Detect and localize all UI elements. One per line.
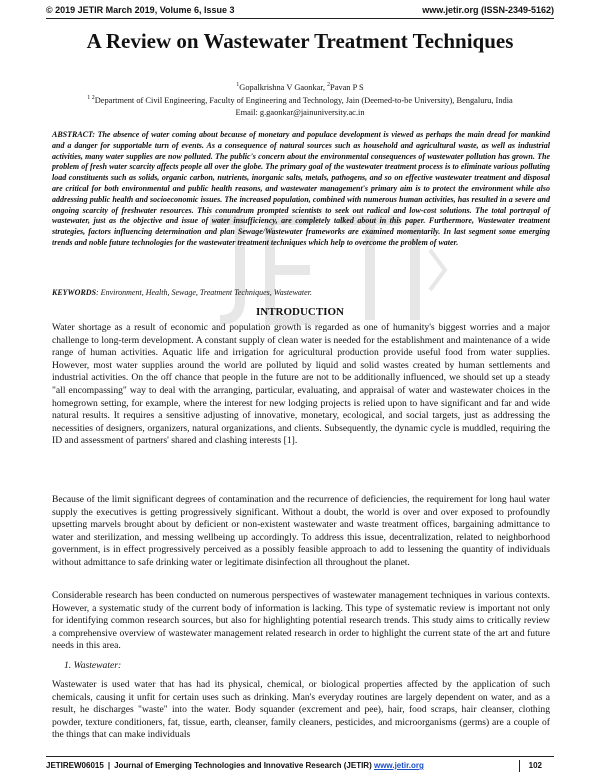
paragraph: Because of the limit significant degrees of contamination and the recurrence of deficiencies, the requirement for long haul water supply the executives is getting progressively significant. Without a doubt, the world is over and over exposed to profoundly upsetting marvels brought about by deficient or non-existent wastewater and waste treatment offices, bargaining admittance to water and sterilization, and messing wellbeing up accordingly. To address this issue, decentralization, related to neighborhood government, is in effect progressively perceived as a possibly feasible approach to add to lessening the quantity of individuals without admittance to safe drinking water or legitimate disinfection all throughout the planet. [52,494,550,568]
author-email: Email: g.gaonkar@jainuniversity.ac.in [235,107,365,117]
affiliation-text: Department of Civil Engineering, Faculty of Engineering and Technology, Jain (Deemed-to-be University), Bengaluru, India [94,96,513,106]
author2-sup: 2 [327,82,331,88]
header-journal-info: © 2019 JETIR March 2019, Volume 6, Issue 3 [46,5,235,15]
keywords-label: KEYWORDS [52,288,97,297]
footer-journal-name: Journal of Emerging Technologies and Innovative Research (JETIR) [114,761,372,770]
section-heading-introduction: INTRODUCTION [255,306,344,318]
keywords [52,288,550,298]
running-footer [46,759,554,773]
keywords-text: : Environment, Health, Sewage, Treatment Techniques, Wastewater. [96,288,312,297]
subsection-heading-wastewater: 1. Wastewater: [64,660,122,671]
paragraph: Wastewater is used water that has had its physical, chemical, or biological properties affected by the application of such chemicals, causing it unfit for certain uses such as drinking. Man's everyday routines are largely dependent on water, and as a result, he discharges "waste" into the water. Body squander (excrement and pee), hair, food scraps, hair cleanser, clothing powder, texture conditioners, fat, tissue, earth, cleanser, family cleaners, pesticides, and microorganisms (germs) are a couple of the things that can make individuals [52,679,550,741]
paper-title: A Review on Wastewater Treatment Techniques [86,29,514,53]
footer-divider [46,756,554,757]
page-number: 102 [528,761,542,770]
running-header [46,4,554,17]
paragraph: Water shortage as a result of economic and population growth is regarded as one of humanity's biggest worries and a major challenge to long-term development. A constant supply of clean water is needed for the establishment and maintenance of a wide range of human activities. Aquatic life and irrigation for agricultural production provide useful food from water supplies. However, most water supplies around the world are polluted by liquid and solid wastes created by human settlements and industrial activities. On the off chance that people in the future are not to be additionally influenced, we should set up a steady "all encompassing" way to deal with the arranging, particular, evaluating, and appraisal of water and wastewater choices in the homegrown setting, for example, where the interest for new lodging projects is relied upon to have significant and far and wide natural results. It requires a sensitive adjusting of innovative, monetary, ecological, and social targets, just as addressing the necessities of designers, organizers, natural organizations, and clients. Subsequently, the dynamic cycle is muddled, requiring the ID and assessment of partners' shared and clashing interests [1]. [52,322,550,447]
author2-name: Pavan P S [330,82,364,92]
footer-separator [519,760,520,772]
abstract-text: : The absence of water coming about because of monetary and populace development is viewed as perhaps the main dread for mankind and a danger for supportable turn of events. As a consequence of natural sources such as household and agricultural waste, as well as industrial activities, many water supplies are now polluted. The public's concern about the environmental consequences of wastewater pollution has grown. The problem of fresh water scarcity affects people all over the globe. The primary goal of the wastewater treatment process is to eliminate various polluting load constituents such as solids, organic carbon, nutrients, inorganic salts, metals, pathogens, and so on effective wastewater treatment and disposal are critical for both environmental and public health reasons, and wastewater management's primary aim is to protect the environment while also addressing public health and socioeconomic issues. The increased population, combined with numerous human activities, has resulted in a severe and ongoing scarcity of freshwater resources. This conundrum prompted scientists to seek out radical and low-cost solutions. The total portrayal of wastewater, just as the objective and issue of water insufficiency, are completely talked about in this paper. Furthermore, Wastewater treatment strategies, factors influencing determination and plan Sewage/Wastewater frameworks are examined momentarily. In last segment some emerging trends and noble future technologies for the wastewater treatment techniques which help to overcome the problem of water. [52,130,550,247]
author1-sup: 1 [236,82,240,88]
author-names [40,80,560,93]
header-website: www.jetir.org (ISSN-2349-5162) [422,5,554,15]
author-block [40,80,560,118]
paragraph: Considerable research has been conducted on numerous perspectives of wastewater management techniques in various contexts. However, a systematic study of the current body of information is lacking. This type of systematic review is important not only for identifying common research sources, but also for highlighting potential research trends. This study aims to critically review a comprehensive overview of wastewater management related research in order to highlight the current state of the art and future needs in this area. [52,590,550,652]
affiliation-sup: 1 2 [87,95,95,102]
header-divider [46,18,554,19]
footer-citation: JETIREW06015 | Journal of Emerging Technologies and Innovative Research (JETIR) www.jetir.org [46,761,424,770]
abstract [52,130,550,249]
footer-paper-code: JETIREW06015 [46,761,104,770]
affiliation [40,93,560,106]
abstract-label: ABSTRACT [52,130,93,139]
footer-website-link[interactable]: www.jetir.org [373,761,424,770]
author1-name: Gopalkrishna V Gaonkar, [239,82,328,92]
